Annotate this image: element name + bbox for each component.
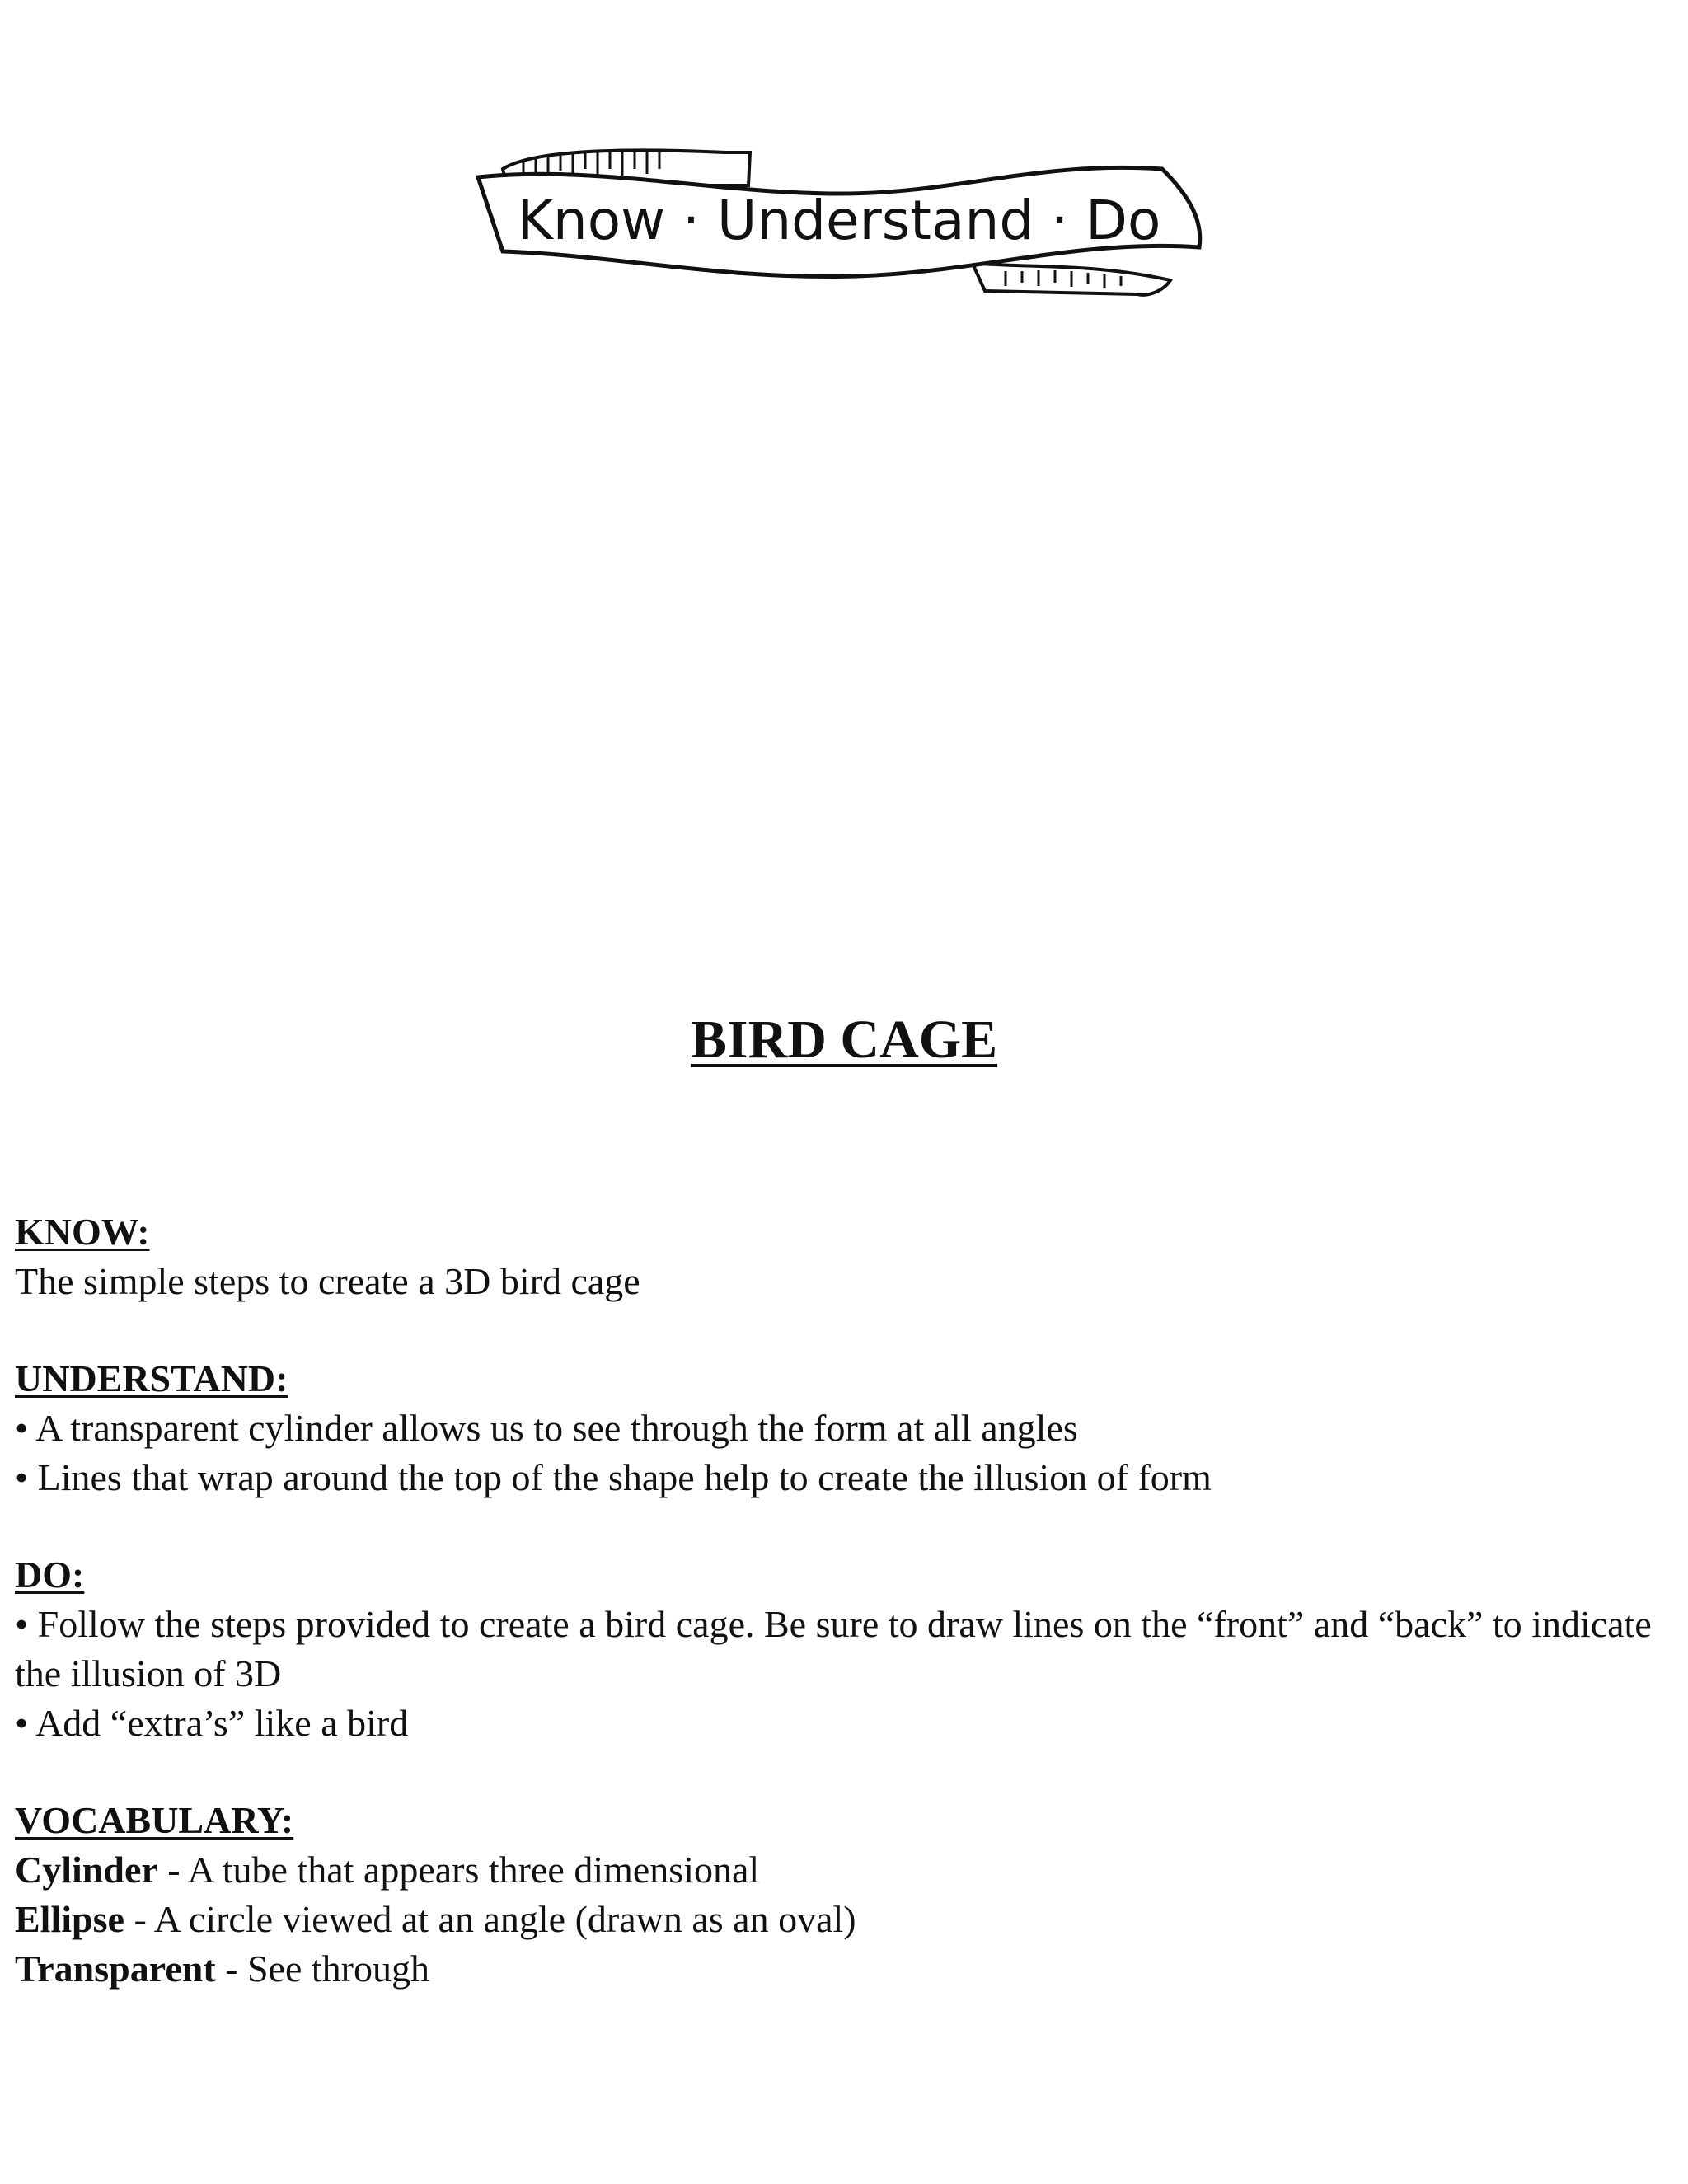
do-heading-colon: : [72, 1554, 85, 1596]
do-item: • Add “extra’s” like a bird [15, 1702, 409, 1744]
do-heading: DO [15, 1554, 72, 1596]
understand-item: • Lines that wrap around the top of the shape help to create the illusion of form [15, 1456, 1212, 1498]
vocabulary-entry [15, 1895, 1672, 1944]
know-text: The simple steps to create a 3D bird cage [15, 1260, 640, 1302]
vocabulary-definition: - A circle viewed at an angle (drawn as an oval) [124, 1898, 856, 1940]
do-section [15, 1550, 1672, 1748]
know-understand-do-banner-logo [445, 70, 1228, 330]
understand-section [15, 1354, 1672, 1502]
understand-item: • A transparent cylinder allows us to see through the form at all angles [15, 1407, 1078, 1449]
understand-heading: UNDERSTAND: [15, 1357, 288, 1399]
vocabulary-entry [15, 1845, 1672, 1895]
vocabulary-term: Ellipse [15, 1898, 124, 1940]
vocabulary-definition: - A tube that appears three dimensional [157, 1849, 760, 1891]
vocabulary-definition: - See through [215, 1947, 429, 1990]
svg-text:Know · Understand · Do: Know · Understand · Do [517, 189, 1161, 252]
know-heading: KNOW: [15, 1211, 150, 1253]
vocabulary-heading: VOCABULARY: [15, 1799, 294, 1841]
page-title: BIRD CAGE [690, 1010, 998, 1070]
vocabulary-term: Cylinder [15, 1849, 158, 1891]
vocabulary-term: Transparent [15, 1947, 216, 1990]
lesson-content [15, 1207, 1672, 2041]
do-item: • Follow the steps provided to create a bird cage. Be sure to draw lines on the “front” and “back” to indicate the illusion of 3D [15, 1603, 1652, 1694]
know-section [15, 1207, 1672, 1306]
vocabulary-section [15, 1796, 1672, 1994]
vocabulary-entry [15, 1944, 1672, 1994]
